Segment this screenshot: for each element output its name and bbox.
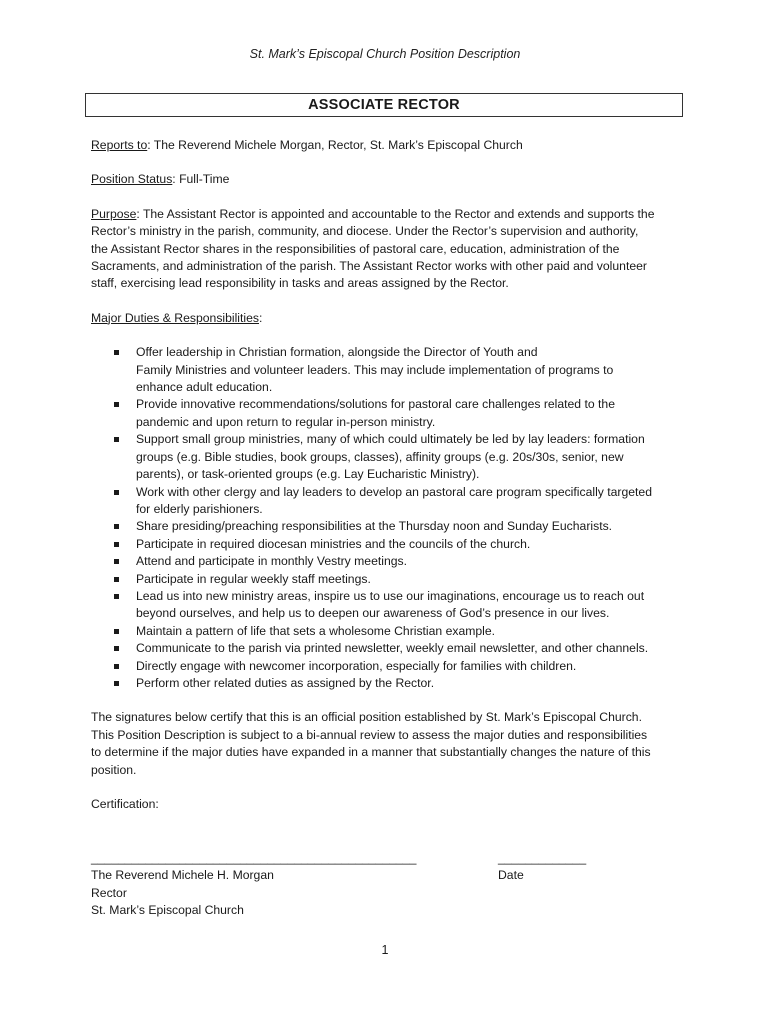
document-title: ASSOCIATE RECTOR xyxy=(85,93,683,117)
duties-label: Major Duties & Responsibilities xyxy=(91,310,259,325)
certify-paragraph xyxy=(91,709,685,779)
purpose-line: staff, exercising lead responsibility in tasks and areas assigned by the Rector. xyxy=(91,276,509,291)
duty-item xyxy=(136,536,685,553)
position-status xyxy=(91,171,685,188)
reports-to-value: : The Reverend Michele Morgan, Rector, St. Mark’s Episcopal Church xyxy=(147,138,523,152)
duty-item-line: Offer leadership in Christian formation, alongside the Director of Youth and xyxy=(136,345,538,360)
certify-line: to determine if the major duties have expanded in a manner that substantially changes the nature of this xyxy=(91,745,651,760)
duty-item-line: Perform other related duties as assigned by the Rector. xyxy=(136,675,435,690)
duty-item-line: Family Ministries and volunteer leaders. This may include implementation of programs to xyxy=(136,362,614,377)
signature-line: ________________________________________________ xyxy=(91,851,417,865)
position-status-value: : Full-Time xyxy=(172,172,230,187)
document-body xyxy=(91,137,685,813)
date-line: _____________ xyxy=(498,851,587,865)
page-number: 1 xyxy=(381,943,389,957)
duties-label-suffix: : xyxy=(258,310,263,325)
reports-to xyxy=(91,137,685,154)
duty-item-line: Communicate to the parish via printed newsletter, weekly email newsletter, and other channels. xyxy=(136,641,649,656)
duty-item xyxy=(136,553,685,570)
signer-org: St. Mark’s Episcopal Church xyxy=(91,903,244,918)
duty-item-line: Attend and participate in monthly Vestry meetings. xyxy=(136,554,407,569)
purpose-line: : The Assistant Rector is appointed and accountable to the Rector and extends and supports the xyxy=(136,206,655,221)
duty-item-line: Work with other clergy and lay leaders to develop an pastoral care program specifically targeted xyxy=(136,484,652,499)
purpose-label: Purpose xyxy=(91,206,137,221)
duty-item-line: parents), or task-oriented groups (e.g. Lay Eucharistic Ministry). xyxy=(136,467,480,482)
duty-item-line: beyond ourselves, and help us to deepen our awareness of God’s presence in our lives. xyxy=(136,606,610,621)
certification-label: Certification: xyxy=(91,797,159,811)
duty-item-line: for elderly parishioners. xyxy=(136,501,263,516)
position-status-label: Position Status xyxy=(91,172,173,187)
certify-line: position. xyxy=(91,762,137,777)
duty-item xyxy=(136,658,685,675)
signature-block xyxy=(91,850,416,920)
duty-item xyxy=(136,484,685,519)
duties-list xyxy=(91,344,685,692)
duty-item xyxy=(136,640,685,657)
duty-item-line: Lead us into new ministry areas, inspire us to use our imaginations, encourage us to reach out xyxy=(136,588,645,603)
duty-item-line: Participate in required diocesan ministries and the councils of the church. xyxy=(136,536,531,551)
document-header: St. Mark’s Episcopal Church Position Description xyxy=(249,47,521,61)
purpose-line: the Assistant Rector shares in the responsibilities of pastoral care, education, administration of the xyxy=(91,241,620,256)
purpose-line: Sacraments, and administration of the parish. The Assistant Rector works with other paid and volunteer xyxy=(91,259,647,274)
duty-item-line: pandemic and upon return to regular in-person ministry. xyxy=(136,414,436,429)
duty-item-line: groups (e.g. Bible studies, book groups, classes), affinity groups (e.g. 20s/30s, senior, new xyxy=(136,449,624,464)
duty-item xyxy=(136,431,685,483)
reports-to-label: Reports to xyxy=(91,138,148,152)
duty-item xyxy=(136,344,685,396)
purpose-paragraph xyxy=(91,206,685,293)
duty-item-line: Maintain a pattern of life that sets a wholesome Christian example. xyxy=(136,623,496,638)
certify-line: This Position Description is subject to a bi-annual review to assess the major duties and responsibilities xyxy=(91,727,648,742)
duty-item xyxy=(136,518,685,535)
duties-heading xyxy=(91,310,685,327)
duty-item-line: Share presiding/preaching responsibilities at the Thursday noon and Sunday Eucharists. xyxy=(136,519,613,534)
signer-name: The Reverend Michele H. Morgan xyxy=(91,868,274,883)
duty-item xyxy=(136,396,685,431)
duty-item-line: Participate in regular weekly staff meetings. xyxy=(136,571,371,586)
duty-item xyxy=(136,675,685,692)
signer-role: Rector xyxy=(91,885,127,900)
purpose-line: Rector’s ministry in the parish, community, and diocese. Under the Rector’s supervision and authority, xyxy=(91,224,639,239)
date-block xyxy=(498,850,586,885)
duty-item-line: enhance adult education. xyxy=(136,380,273,395)
duty-item xyxy=(136,588,685,623)
duty-item-line: Provide innovative recommendations/solutions for pastoral care challenges related to the xyxy=(136,397,615,412)
duty-item xyxy=(136,571,685,588)
duty-item xyxy=(136,623,685,640)
certify-line: The signatures below certify that this is an official position established by St. Mark’s Episcopal Church. xyxy=(91,710,642,725)
date-label: Date xyxy=(498,868,524,883)
duty-item-line: Support small group ministries, many of which could ultimately be led by lay leaders: formation xyxy=(136,432,645,447)
duty-item-line: Directly engage with newcomer incorporation, especially for families with children. xyxy=(136,658,577,673)
